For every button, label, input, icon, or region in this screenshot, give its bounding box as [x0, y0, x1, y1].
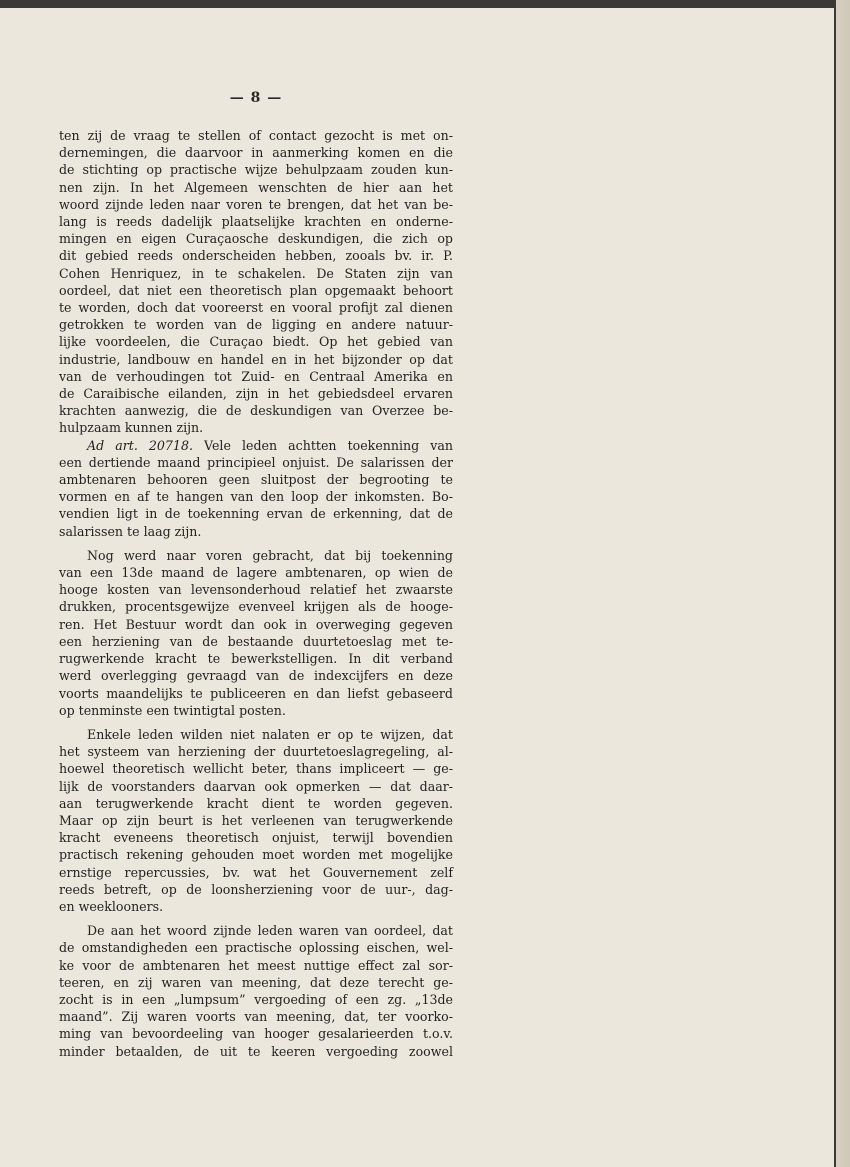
text-line-content: practisch rekening gehouden moet worden met mogelijke: [59, 847, 453, 863]
text-line-content: ernstige repercussies, bv. wat het Gouvernement zelf: [59, 864, 453, 880]
text-line-content: Enkele leden wilden niet nalaten er op te wijzen, dat: [87, 726, 453, 742]
text-line: [59, 179, 453, 196]
text-line: [59, 1008, 453, 1025]
text-line: [59, 471, 453, 488]
text-line-content: nen zijn. In het Algemeen wenschten de hier aan het: [59, 179, 453, 195]
text-line-content: dernemingen, die daarvoor in aanmerking komen en die: [59, 145, 453, 161]
text-line-content: van de verhoudingen tot Zuid- en Centraal Amerika en: [59, 368, 453, 384]
text-line-content: dit gebied reeds onderscheiden hebben, zooals bv. ir. P.: [59, 248, 453, 264]
scan-top-edge: [0, 0, 850, 8]
text-line-content: ambtenaren behooren geen sluitpost der begrooting te: [59, 472, 453, 488]
text-line-content: werd overlegging gevraagd van de indexcijfers en deze: [59, 668, 453, 684]
text-line: [59, 161, 453, 178]
text-line-content: minder betaalden, de uit te keeren vergoeding zoowel: [59, 1043, 453, 1059]
text-line-content: lijk de voorstanders daarvan ook opmerken — dat daar-: [59, 778, 453, 794]
text-line: [59, 385, 453, 402]
text-line: [59, 144, 453, 161]
text-line-content: aan terugwerkende kracht dient te worden gegeven.: [59, 795, 453, 811]
text-line-content: op tenminste een twintigtal posten.: [59, 702, 286, 718]
text-line: [59, 265, 453, 282]
text-line: [59, 333, 453, 350]
text-line-content: Vele leden achtten toekenning van: [192, 437, 453, 453]
text-line: [59, 633, 453, 650]
text-line: [59, 702, 453, 719]
text-line: [59, 402, 453, 419]
text-line: [59, 974, 453, 991]
text-line: [59, 419, 453, 436]
text-line: [59, 299, 453, 316]
text-line: [59, 488, 453, 505]
text-line-content: en weeklooners.: [59, 898, 164, 914]
text-line: [59, 564, 453, 581]
text-line: [59, 957, 453, 974]
text-line: [59, 1025, 453, 1042]
text-line-content: getrokken te worden van de ligging en andere natuur-: [59, 317, 453, 333]
text-line: [59, 922, 453, 939]
text-line: [59, 667, 453, 684]
text-line-content: krachten aanwezig, die de deskundigen van Overzee be-: [59, 403, 453, 419]
text-line-content: lijke voordeelen, die Curaçao biedt. Op het gebied van: [59, 334, 453, 350]
text-line: [59, 1043, 453, 1060]
text-line-content: Nog werd naar voren gebracht, dat bij toekenning: [87, 547, 453, 563]
text-line: [59, 282, 453, 299]
text-line-content: woord zijnde leden naar voren te brengen, dat het van be-: [59, 196, 453, 212]
text-line: [59, 650, 453, 667]
text-line-content: hooge kosten van levensonderhoud relatief het zwaarste: [59, 582, 453, 598]
text-line-content: hulpzaam kunnen zijn.: [59, 420, 204, 436]
body-text: [59, 127, 453, 1060]
paragraph-gap: [59, 540, 453, 547]
text-line-content: oordeel, dat niet een theoretisch plan opgemaakt behoort: [59, 282, 453, 298]
text-line: [59, 778, 453, 795]
text-line: [59, 127, 453, 144]
text-line: [59, 685, 453, 702]
page-number: — 8 —: [229, 90, 283, 106]
text-line: [59, 547, 453, 564]
text-line: [59, 230, 453, 247]
text-line: [59, 812, 453, 829]
text-line-content: teeren, en zij waren van meening, dat deze terecht ge-: [59, 974, 453, 990]
text-line-content: voorts maandelijks te publiceeren en dan liefst gebaseerd: [59, 685, 453, 701]
text-line: [59, 864, 453, 881]
text-line-content: de stichting op practische wijze behulpzaam zouden kun-: [59, 162, 453, 178]
text-line: [59, 829, 453, 846]
text-line-content: maand”. Zij waren voorts van meening, dat, ter voorko-: [59, 1009, 453, 1025]
text-line-content: ming van bevoordeeling van hooger gesalarieerden t.o.v.: [59, 1026, 453, 1042]
text-line-content: van een 13de maand de lagere ambtenaren, op wien de: [59, 565, 453, 581]
text-line-content: het systeem van herziening der duurtetoeslagregeling, al-: [59, 744, 453, 760]
text-line: [59, 196, 453, 213]
text-line: [59, 898, 453, 915]
text-line-content: hoewel theoretisch wellicht beter, thans impliceert — ge-: [59, 761, 453, 777]
text-line-content: te worden, doch dat vooreerst en vooral profijt zal dienen: [59, 300, 453, 316]
text-line: [59, 598, 453, 615]
text-line: [59, 437, 453, 454]
text-line-content: de Caraibische eilanden, zijn in het gebiedsdeel ervaren: [59, 386, 453, 402]
text-line-content: de omstandigheden een practische oplossing eischen, wel-: [59, 940, 453, 956]
text-line: [59, 523, 453, 540]
text-line: [59, 726, 453, 743]
text-line: [59, 991, 453, 1008]
text-line-content: salarissen te laag zijn.: [59, 523, 202, 539]
text-line-content: mingen en eigen Curaçaosche deskundigen, die zich op: [59, 231, 453, 247]
text-line: [59, 795, 453, 812]
text-line: [59, 760, 453, 777]
text-line-content: lang is reeds dadelijk plaatselijke krachten en onderne-: [59, 214, 453, 230]
text-line: [59, 213, 453, 230]
text-line: [59, 505, 453, 522]
text-line-content: zocht is in een „lumpsum” vergoeding of een zg. „13de: [59, 991, 453, 1007]
text-line: [59, 351, 453, 368]
text-line-content: een dertiende maand principieel onjuist. De salarissen der: [59, 454, 453, 470]
text-line: [59, 743, 453, 760]
text-line: [59, 316, 453, 333]
next-page-edge: [836, 0, 850, 1167]
text-line-content: kracht eveneens theoretisch onjuist, terwijl bovendien: [59, 830, 453, 846]
text-line: [59, 368, 453, 385]
article-reference: Ad art. 20718.: [87, 437, 193, 453]
text-line-content: industrie, landbouw en handel en in het bijzonder op dat: [59, 351, 453, 367]
text-line: [59, 581, 453, 598]
text-line-content: ten zij de vraag te stellen of contact gezocht is met on-: [59, 128, 453, 143]
paragraph-gap: [59, 915, 453, 922]
text-line-content: ren. Het Bestuur wordt dan ook in overweging gegeven: [59, 616, 453, 632]
text-line-content: vendien ligt in de toekenning ervan de erkenning, dat de: [59, 506, 453, 522]
text-line-content: drukken, procentsgewijze evenveel krijgen als de hooge-: [59, 599, 453, 615]
text-line: [59, 247, 453, 264]
text-line: [59, 939, 453, 956]
paragraph-gap: [59, 719, 453, 726]
text-line-content: reeds betreft, op de loonsherziening voor de uur-, dag-: [59, 881, 453, 897]
text-line: [59, 881, 453, 898]
text-line: [59, 846, 453, 863]
text-line-content: rugwerkende kracht te bewerkstelligen. In dit verband: [59, 651, 453, 667]
text-line: [59, 616, 453, 633]
text-line-content: ke voor de ambtenaren het meest nuttige effect zal sor-: [59, 957, 453, 973]
text-line-content: Maar op zijn beurt is het verleenen van terugwerkende: [59, 812, 453, 828]
text-line: [59, 454, 453, 471]
text-line-content: Cohen Henriquez, in te schakelen. De Staten zijn van: [59, 265, 453, 281]
text-line-content: De aan het woord zijnde leden waren van oordeel, dat: [87, 923, 453, 939]
text-line-content: vormen en af te hangen van den loop der inkomsten. Bo-: [59, 489, 453, 505]
text-line-content: een herziening van de bestaande duurtetoeslag met te-: [59, 633, 453, 649]
